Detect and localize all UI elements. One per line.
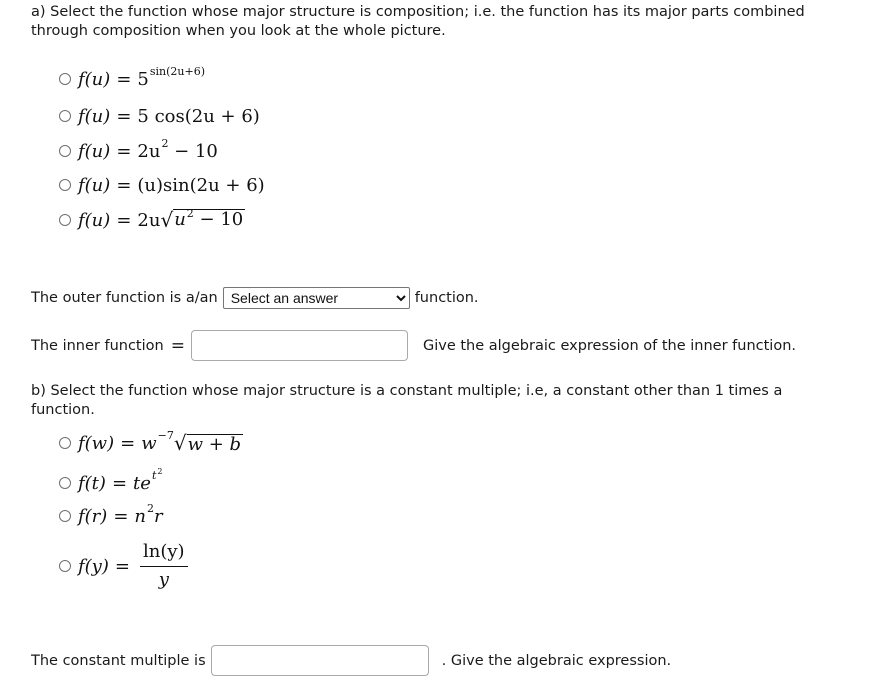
square-root: √ w + b <box>173 431 242 455</box>
constant-multiple-label: The constant multiple is <box>31 652 206 669</box>
part-a-option-1[interactable] <box>59 66 205 92</box>
constant-multiple-row <box>31 644 671 677</box>
outer-function-select[interactable] <box>223 287 410 309</box>
part-b-option-2[interactable] <box>59 466 163 496</box>
square-root: √ $u^2 - 10$ <box>160 207 244 232</box>
radio-button[interactable] <box>59 560 71 572</box>
outer-function-suffix: function. <box>414 290 479 306</box>
inner-function-input[interactable] <box>191 330 408 361</box>
part-a-option-4[interactable] <box>59 172 265 198</box>
radio-button[interactable] <box>59 110 71 122</box>
radio-button[interactable] <box>59 510 71 522</box>
function-expression: f(y) = $\frac{\ln(y)}{y}$ <box>78 542 188 590</box>
inner-function-label: The inner function <box>31 337 164 354</box>
radio-button[interactable] <box>59 179 71 191</box>
function-expression: f(u) = (u)sin(2u + 6) <box>78 174 265 196</box>
fraction-denominator: y <box>158 569 169 590</box>
outer-function-label: The outer function is a/an <box>31 290 218 306</box>
part-b-option-1[interactable] <box>59 430 243 456</box>
function-expression: f(u) = 5 $^{sin(2u+6)}$ <box>78 64 205 90</box>
constant-multiple-hint: . Give the algebraic expression. <box>441 652 672 669</box>
part-b-option-4[interactable] <box>59 538 188 594</box>
radio-button[interactable] <box>59 73 71 85</box>
function-expression: f(w) = w $^{-7}$ √ w + b <box>78 428 242 455</box>
equals-sign: = <box>170 335 185 356</box>
part-a-option-2[interactable] <box>59 103 260 129</box>
part-a-option-3[interactable] <box>59 138 218 164</box>
inner-function-row <box>31 329 796 362</box>
function-expression: f(t) = te $^{t^2}$ <box>78 466 163 494</box>
constant-multiple-input[interactable] <box>211 645 429 676</box>
part-b-prompt: b) Select the function whose major structure is a constant multiple; i.e, a constant other than 1 times a function. <box>31 383 783 418</box>
function-expression: f(u) = 5 cos(2u + 6) <box>78 105 260 127</box>
function-expression: f(r) = n $^2$ r <box>78 501 163 527</box>
radio-button[interactable] <box>59 477 71 489</box>
function-expression: f(u) = 2u $^2$ − 10 <box>78 136 218 162</box>
function-expression: f(u) = 2u √ $u^2 - 10$ <box>78 207 244 232</box>
fraction <box>140 542 188 590</box>
outer-function-row <box>31 286 479 310</box>
fraction-numerator: ln(y) <box>140 542 188 567</box>
radio-button[interactable] <box>59 214 71 226</box>
inner-function-hint: Give the algebraic expression of the inner function. <box>422 337 797 354</box>
radio-button[interactable] <box>59 437 71 449</box>
part-a-prompt: a) Select the function whose major structure is composition; i.e. the function has its major parts combined through composition when you look at the whole picture. <box>31 4 805 39</box>
part-b-option-3[interactable] <box>59 503 163 529</box>
part-a-option-5[interactable] <box>59 207 245 233</box>
radio-button[interactable] <box>59 145 71 157</box>
